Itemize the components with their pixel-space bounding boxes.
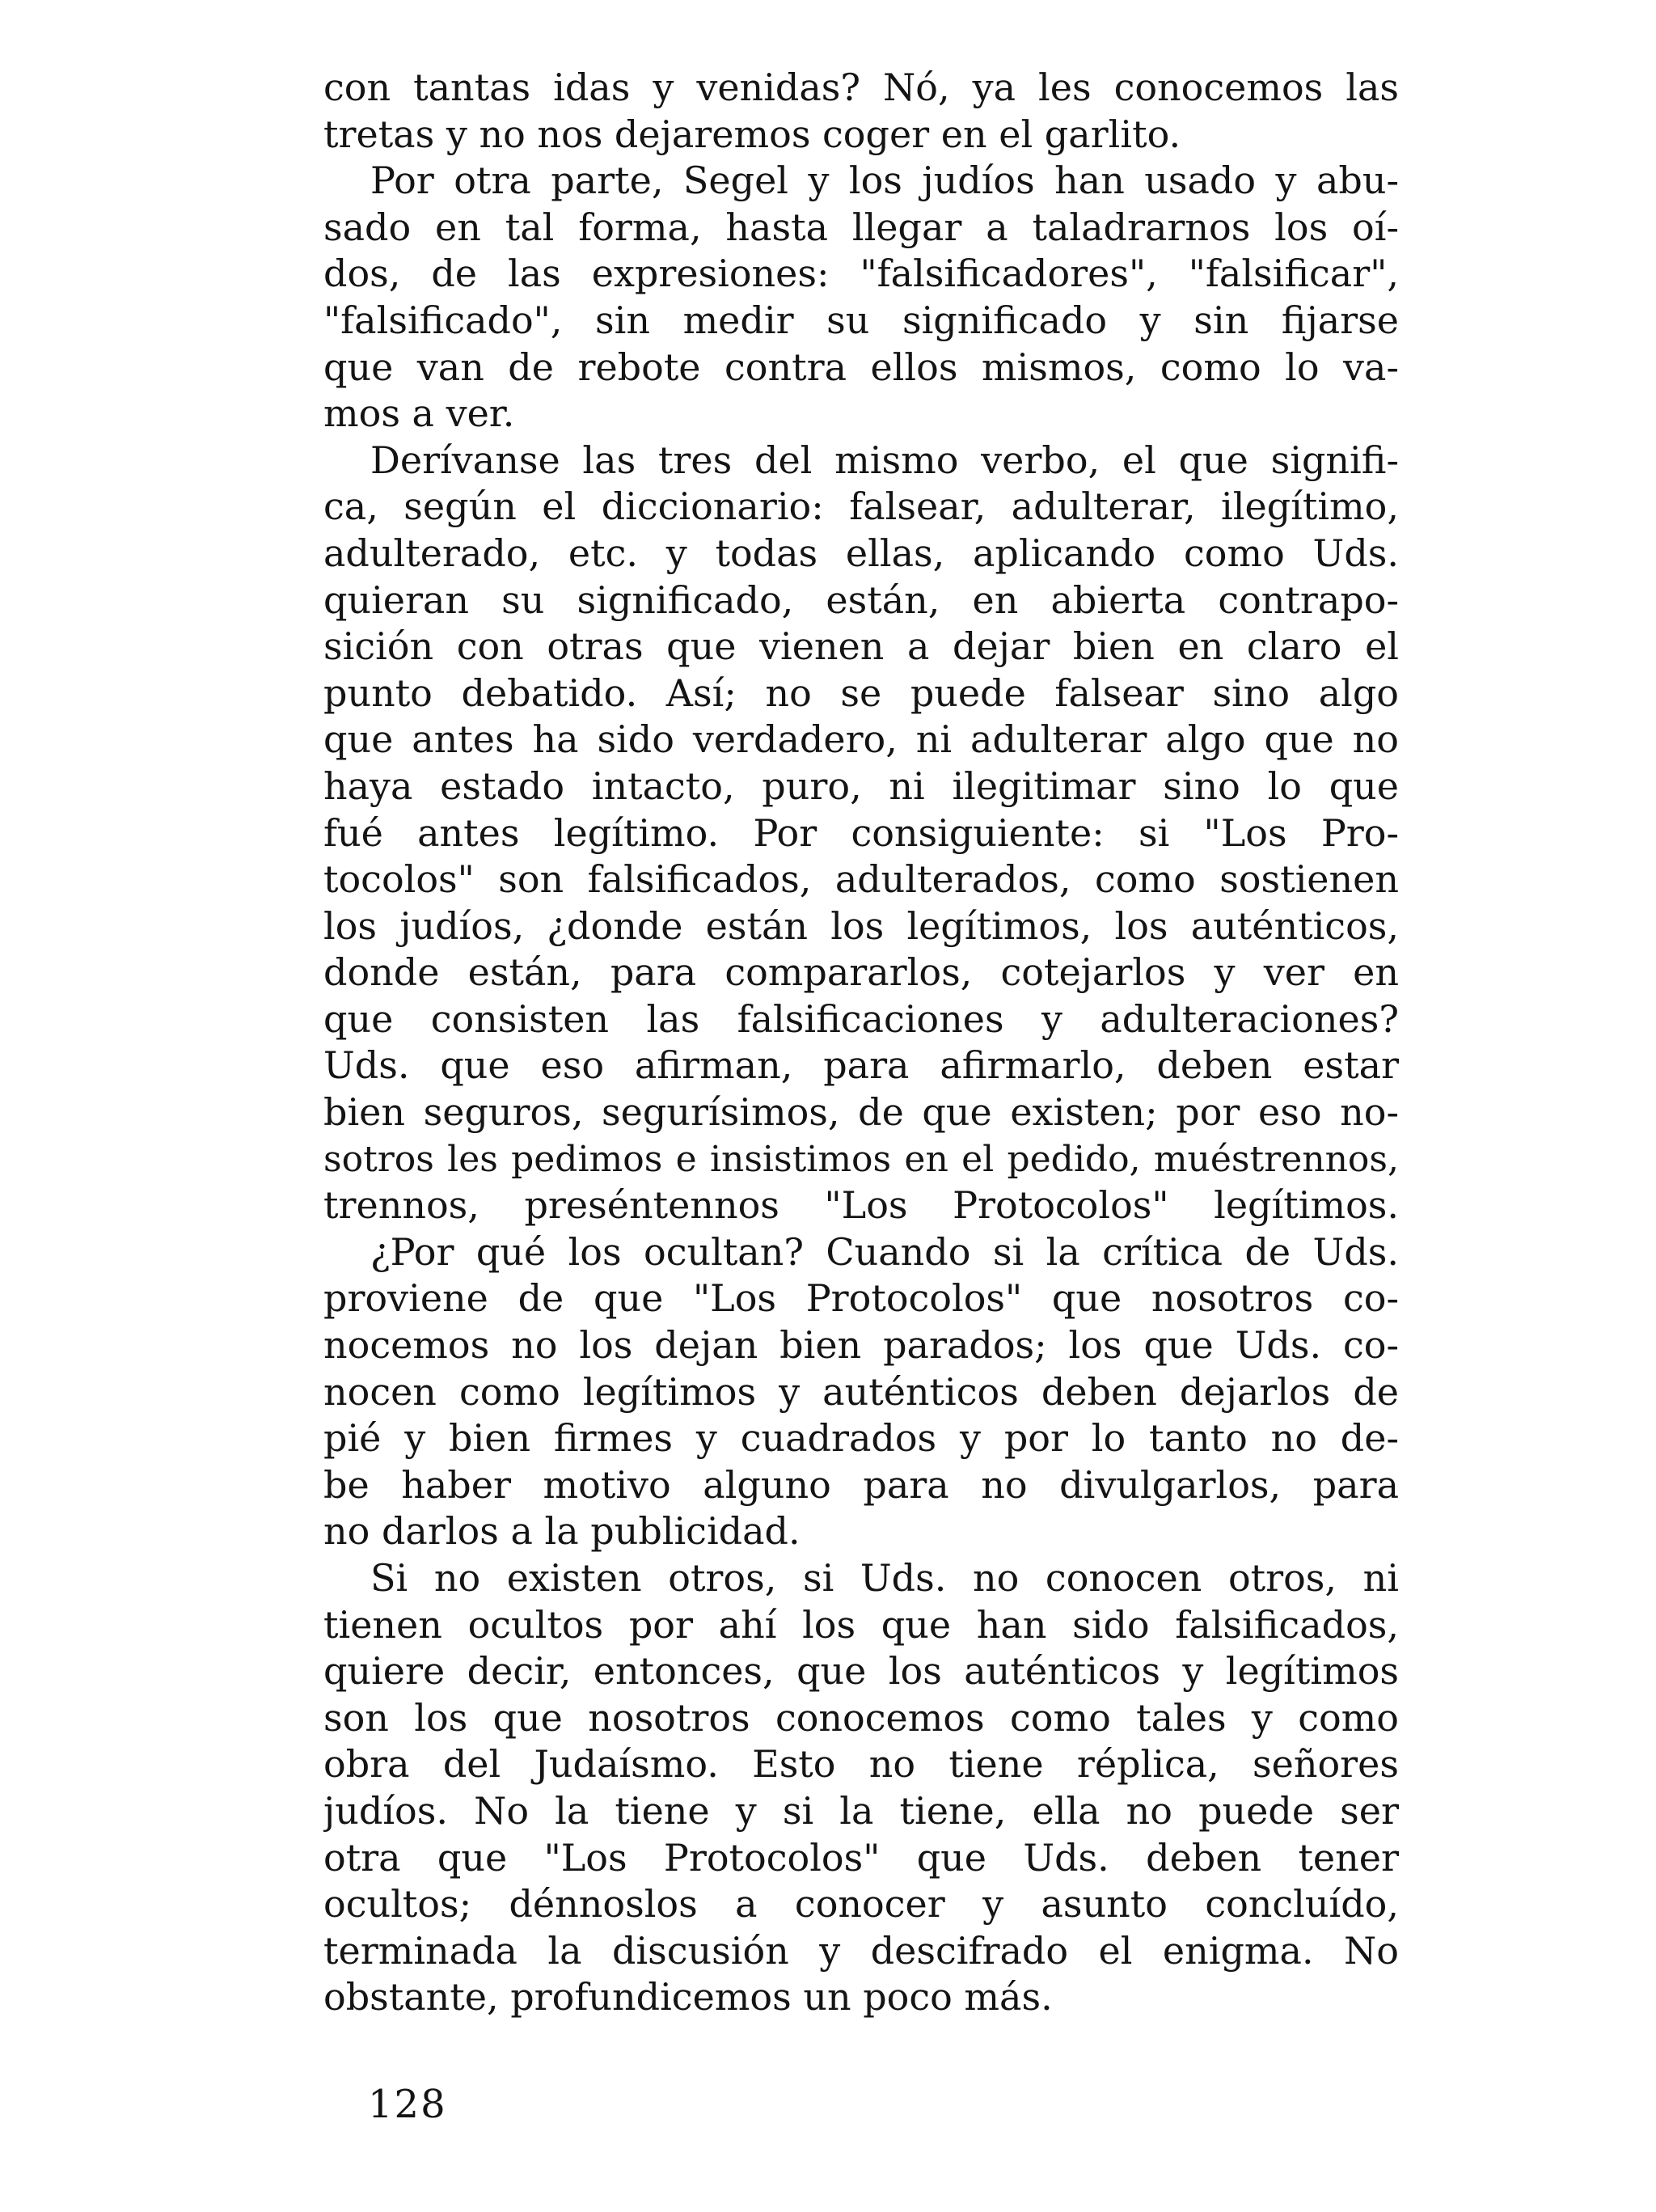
text-line: tienen ocultos por ahí los que han sido falsificados, — [323, 1602, 1399, 1647]
text-line: sotros les pedimos e insistimos en el pedido, muéstrennos, — [323, 1138, 1399, 1180]
text-line: son los que nosotros conocemos como tales y como — [323, 1695, 1399, 1740]
text-line: donde están, para compararlos, cotejarlos y ver en — [323, 950, 1399, 995]
text-line: que antes ha sido verdadero, ni adulterar algo que no — [323, 717, 1399, 762]
text-line: nocen como legítimos y auténticos deben dejarlos de — [323, 1369, 1399, 1414]
text-line: no darlos a la publicidad. — [323, 1509, 801, 1554]
text-line: trennos, preséntennos "Los Protocolos" legítimos. — [323, 1183, 1399, 1228]
text-line: sado en tal forma, hasta llegar a taladrarnos los oí- — [323, 205, 1399, 249]
text-line: pié y bien firmes y cuadrados y por lo tanto no de- — [323, 1416, 1399, 1461]
text-line: sición con otras que vienen a dejar bien en claro el — [323, 624, 1399, 669]
text-line: ca, según el diccionario: falsear, adulterar, ilegítimo, — [323, 484, 1399, 529]
body-text — [323, 65, 1399, 2021]
text-line: Si no existen otros, si Uds. no conocen otros, ni — [370, 1556, 1399, 1600]
text-line: punto debatido. Así; no se puede falsear sino algo — [323, 670, 1399, 715]
text-line: que van de rebote contra ellos mismos, como lo va- — [323, 345, 1399, 389]
text-line: Derívanse las tres del mismo verbo, el que signifi- — [370, 438, 1399, 482]
page-number: 128 — [368, 2082, 447, 2127]
text-line: que consisten las falsificaciones y adulteraciones? — [323, 996, 1399, 1041]
text-line: tretas y no nos dejaremos coger en el garlito. — [323, 112, 1181, 156]
text-line: terminada la discusión y descifrado el enigma. No — [323, 1928, 1399, 1973]
text-line: haya estado intacto, puro, ni ilegitimar sino lo que — [323, 763, 1399, 808]
text-line: quiere decir, entonces, que los auténticos y legítimos — [323, 1649, 1399, 1694]
text-line: con tantas idas y venidas? Nó, ya les conocemos las — [323, 66, 1399, 109]
text-line: los judíos, ¿donde están los legítimos, los auténticos, — [323, 903, 1399, 948]
text-line: proviene de que "Los Protocolos" que nosotros co- — [323, 1276, 1399, 1321]
text-line: mos a ver. — [323, 391, 515, 436]
text-line: fué antes legítimo. Por consiguiente: si "Los Pro- — [323, 810, 1399, 855]
text-line: Uds. que eso afirman, para afirmarlo, deben estar — [323, 1043, 1399, 1088]
text-line: ocultos; dénnoslos a conocer y asunto concluído, — [323, 1882, 1399, 1927]
text-line: "falsificado", sin medir su significado y sin fijarse — [323, 298, 1399, 342]
text-line: ¿Por qué los ocultan? Cuando si la crítica de Uds. — [370, 1229, 1399, 1274]
text-line: judíos. No la tiene y si la tiene, ella no puede ser — [323, 1788, 1399, 1833]
text-line: nocemos no los dejan bien parados; los que Uds. co- — [323, 1323, 1399, 1368]
text-line: dos, de las expresiones: "falsificadores", "falsificar", — [323, 252, 1399, 296]
text-line: tocolos" son falsificados, adulterados, como sostienen — [323, 857, 1399, 902]
text-line: adulterado, etc. y todas ellas, aplicando como Uds. — [323, 531, 1399, 575]
text-line: Por otra parte, Segel y los judíos han usado y abu- — [370, 159, 1399, 203]
text-line: obstante, profundicemos un poco más. — [323, 1975, 1053, 2020]
text-line: obra del Judaísmo. Esto no tiene réplica, señores — [323, 1742, 1399, 1787]
text-line: otra que "Los Protocolos" que Uds. deben tener — [323, 1835, 1399, 1880]
text-line: bien seguros, segurísimos, de que existen; por eso no- — [323, 1090, 1399, 1135]
text-line: quieran su significado, están, en abierta contrapo- — [323, 577, 1399, 622]
text-line: be haber motivo alguno para no divulgarlos, para — [323, 1462, 1399, 1507]
